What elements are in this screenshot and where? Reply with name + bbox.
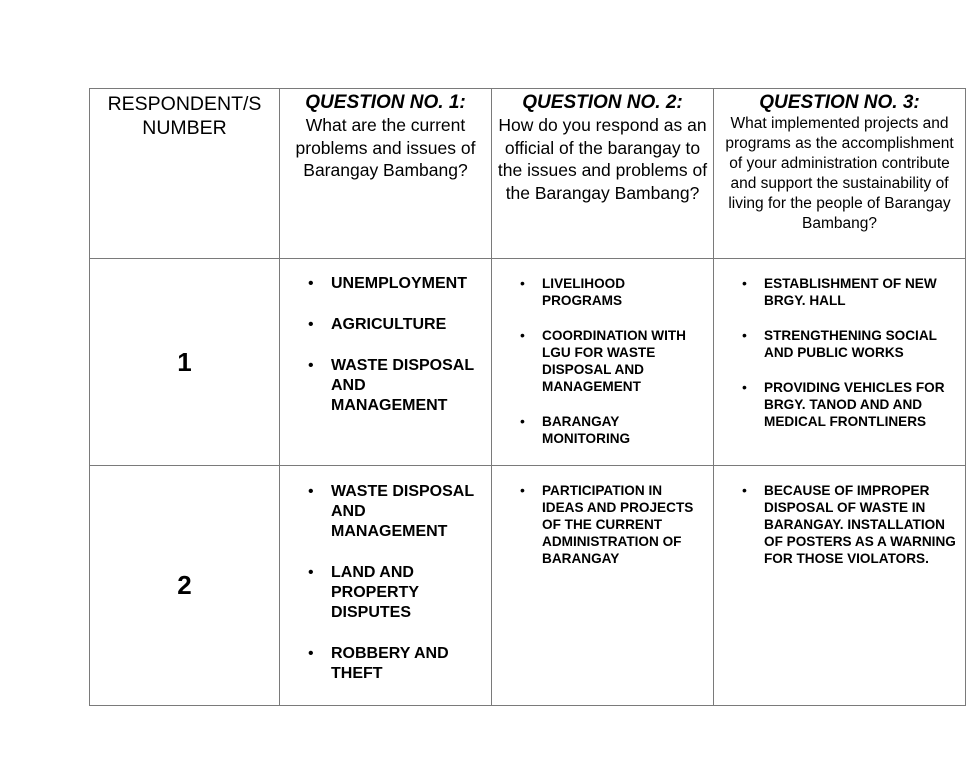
table-row	[90, 259, 966, 466]
list-item: • LIVELIHOOD PROGRAMS	[542, 275, 707, 309]
list-item: • AGRICULTURE	[331, 315, 485, 335]
list-item: • PARTICIPATION IN IDEAS AND PROJECTS OF THE CURRENT ADMINISTRATION OF BARANGAY	[542, 482, 707, 567]
answers-q1-cell	[280, 259, 492, 466]
list-item: • PROVIDING VEHICLES FOR BRGY. TANOD AND AND MEDICAL FRONTLINERS	[764, 379, 959, 430]
list-item: • COORDINATION WITH LGU FOR WASTE DISPOSAL AND MANAGEMENT	[542, 327, 707, 395]
survey-table	[89, 88, 966, 706]
answer-list	[280, 466, 491, 684]
list-item: • ROBBERY AND THEFT	[331, 644, 485, 684]
answers-q1-cell	[280, 466, 492, 706]
list-item: • STRENGTHENING SOCIAL AND PUBLIC WORKS	[764, 327, 959, 361]
answers-q2-cell	[492, 466, 714, 706]
answers-q2-cell	[492, 259, 714, 466]
list-item: • WASTE DISPOSAL AND MANAGEMENT	[331, 356, 485, 416]
question-2-title: QUESTION NO. 2:	[522, 92, 683, 113]
answer-list	[492, 466, 713, 567]
question-3-text: What implemented projects and programs as the accomplishment of your administration contribute and support the sustainability of living for the people of Barangay Bambang?	[725, 115, 954, 232]
list-item: • BARANGAY MONITORING	[542, 413, 707, 447]
list-item: • LAND AND PROPERTY DISPUTES	[331, 563, 485, 623]
respondent-number: 2	[90, 466, 280, 706]
table-row	[90, 466, 966, 706]
question-2-text: How do you respond as an official of the barangay to the issues and problems of the Barangay Bambang?	[497, 115, 708, 203]
answer-list	[492, 259, 713, 447]
respondent-number: 1	[90, 259, 280, 466]
table-header-row	[90, 89, 966, 259]
answers-q3-cell	[714, 466, 966, 706]
question-3-title: QUESTION NO. 3:	[759, 92, 920, 113]
list-item: • WASTE DISPOSAL AND MANAGEMENT	[331, 482, 485, 542]
question-1-title: QUESTION NO. 1:	[305, 92, 466, 113]
question-1-header-cell	[280, 89, 492, 259]
list-item: • BECAUSE OF IMPROPER DISPOSAL OF WASTE IN BARANGAY. INSTALLATION OF POSTERS AS A WARNING FOR THOSE VIOLATORS.	[764, 482, 959, 567]
question-2-header-cell	[492, 89, 714, 259]
question-1-text: What are the current problems and issues of Barangay Bambang?	[295, 115, 476, 180]
list-item: • ESTABLISHMENT OF NEW BRGY. HALL	[764, 275, 959, 309]
list-item: • UNEMPLOYMENT	[331, 274, 485, 294]
question-3-header-cell	[714, 89, 966, 259]
answer-list	[714, 466, 965, 567]
answer-list	[280, 259, 491, 416]
respondent-header-cell	[90, 89, 280, 259]
respondent-header-label: RESPONDENT/S NUMBER	[107, 93, 262, 139]
answers-q3-cell	[714, 259, 966, 466]
answer-list	[714, 259, 965, 430]
